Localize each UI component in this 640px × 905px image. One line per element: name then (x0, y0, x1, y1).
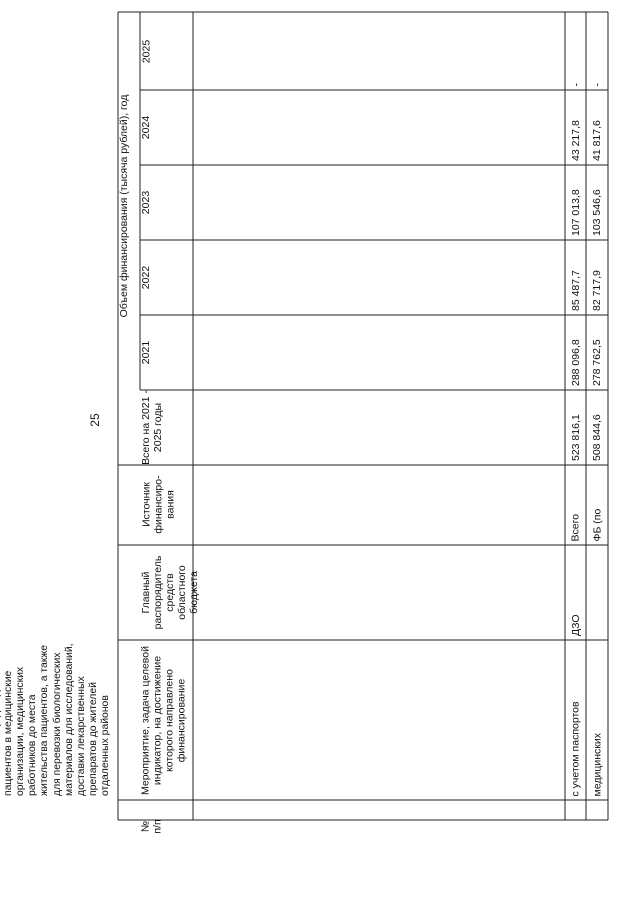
row1-source: Всего (569, 513, 581, 542)
row1-2021: 288 096,8 (569, 339, 582, 386)
row2-source: ФБ (по (591, 508, 603, 542)
row2-2021: 278 762,5 (590, 339, 603, 386)
header-funding-title: Объем финансирования (тысяча рублей), год (118, 94, 130, 318)
header-2024: 2024 (140, 115, 152, 140)
row1-measure: с учетом паспортов (569, 701, 581, 797)
header-2022: 2022 (140, 265, 152, 290)
row2-2024: 41 817,6 (590, 120, 603, 161)
row1-total: 523 816,1 (569, 414, 582, 461)
row2-manager (586, 545, 607, 640)
measure-continued-text: пациентов в медицинские организации, медицинских работников до места жительства пациентов, а также для перевозки биологических материалов для исследований, доставки лекарственных препаратов до жителей отдаленных районов (2, 643, 112, 796)
header-measure: Мероприятие, задача целевой индикатор, на достижение которого направлено финансирование (139, 646, 188, 795)
header-2021: 2021 (140, 340, 152, 365)
row1-2023: 107 013,8 (569, 189, 582, 236)
row2-2022: 82 717,9 (590, 270, 603, 311)
header-no: № п/п (139, 819, 164, 834)
row1-2022: 85 487,7 (569, 270, 582, 311)
row1-2024: 43 217,8 (569, 120, 582, 161)
row1-2025: - (570, 83, 582, 87)
row2-measure: медицинских (591, 733, 603, 797)
header-2025: 2025 (140, 39, 153, 64)
row2-2025: - (591, 83, 603, 87)
header-manager: Главный распорядитель средств областного бюджета (140, 555, 200, 630)
row1-manager: ДЗО (569, 614, 582, 636)
row2-2023: 103 546,6 (590, 189, 603, 236)
page-number: 25 (88, 413, 102, 427)
header-source: Источник финансиро-вания (140, 475, 177, 534)
header-total: Всего на 2021 - 2025 годы (140, 390, 164, 465)
row2-total: 508 844,6 (590, 414, 603, 461)
header-2023: 2023 (140, 190, 152, 215)
